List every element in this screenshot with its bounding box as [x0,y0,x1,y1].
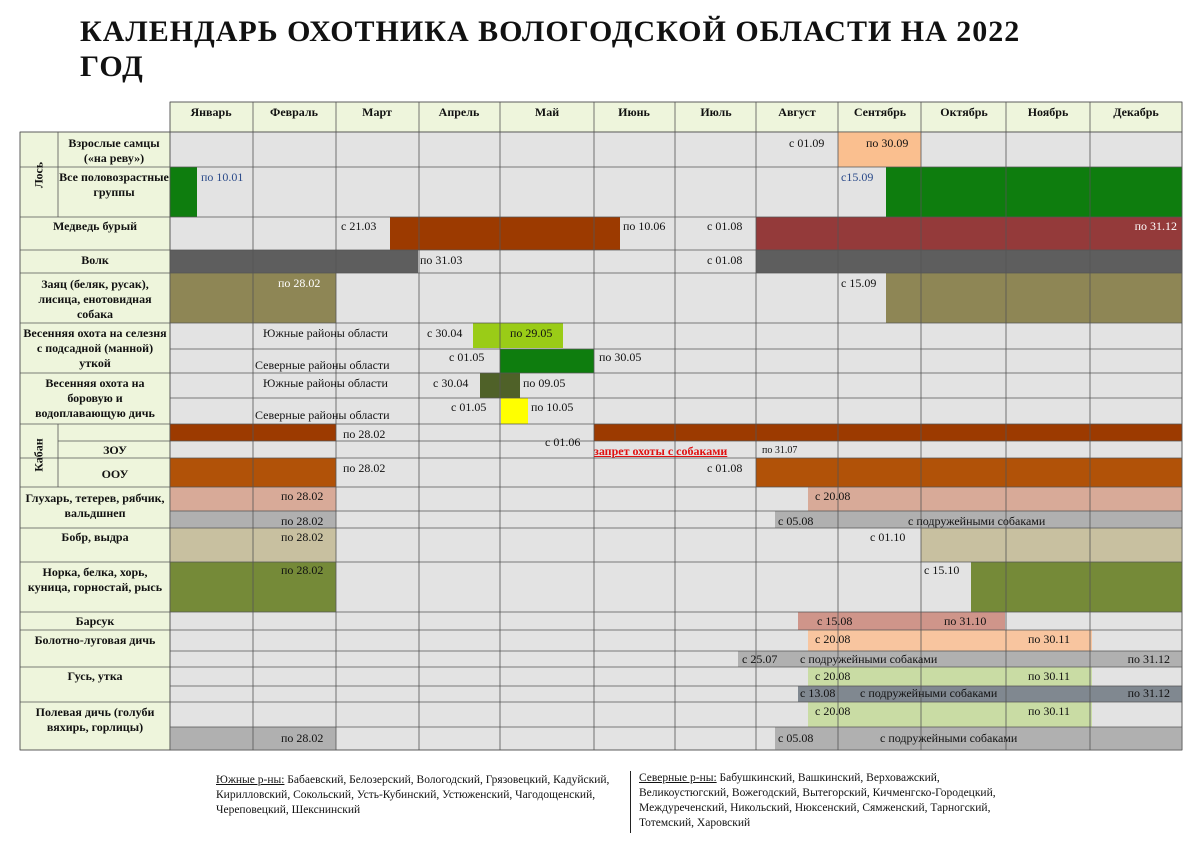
region-label: Северные районы области [255,358,390,372]
season-bar-wolf-autumn [756,250,1182,273]
with-dogs-label: с подружейными собаками [860,686,998,700]
row-label-badger: Барсук [75,614,115,628]
date-label: с 20.08 [815,489,851,503]
date-label: с15.09 [841,170,874,184]
date-label: по 28.02 [281,514,324,528]
date-label: с 20.08 [815,704,851,718]
dog-ban-label: запрет охоты с собаками [594,444,728,458]
month-header: Август [778,105,816,119]
date-label: с 01.06 [545,435,581,449]
footer-north-label: Северные р-ны: [639,772,717,784]
season-bar-wolf-winter [170,250,418,273]
date-label: с 20.08 [815,632,851,646]
date-label: по 28.02 [281,563,324,577]
row-label-spring-drake: Весенняя охота на селезня с подсадной (манной) уткой [23,326,167,370]
footer-south-label: Южные р-ны: [216,774,285,786]
date-label: с 15.08 [817,614,853,628]
date-label: по 30.09 [866,136,909,150]
season-bar-hare-autumn [886,273,1182,323]
date-label: по 28.02 [343,427,386,441]
footer-north-districts [630,771,1029,833]
date-label: по 31.07 [762,445,798,456]
date-label: по 28.02 [343,461,386,475]
row-label-field: Полевая дичь (голуби вяхирь, горлицы) [35,705,155,734]
region-label: Северные районы области [255,408,390,422]
date-label: по 31.12 [1127,686,1170,700]
date-label: с 01.05 [451,400,487,414]
date-label: с 25.07 [742,652,778,666]
date-label: по 28.02 [281,530,324,544]
season-bar-elk-all-autumn [886,167,1182,217]
with-dogs-label: с подружейными собаками [908,514,1046,528]
season-bar-bear-autumn [756,217,1182,250]
group-label-elk: Лось [31,161,46,189]
date-label: по 31.12 [1134,219,1177,233]
row-label-beaver: Бобр, выдра [61,530,129,544]
date-label: по 10.06 [623,219,666,233]
month-header: Март [362,105,392,119]
date-label: с 30.04 [427,326,463,340]
date-label: с 01.08 [707,253,743,267]
month-header: Ноябрь [1027,105,1069,119]
date-label: по 29.05 [510,326,553,340]
footer-south-districts [216,773,621,818]
date-label: с 05.08 [778,514,814,528]
season-bar-spring-upland-north [501,398,528,424]
date-label: по 28.02 [281,489,324,503]
season-bar-boar-zou-autumn [594,424,1182,441]
date-label: с 15.09 [841,276,877,290]
row-label-spring-upland: Весенняя охота на боровую и водоплавающую дичь [35,376,155,420]
date-label: по 30.11 [1028,704,1070,718]
month-header: Июль [700,105,732,119]
row-label-elk-males: Взрослые самцы («на реву») [68,136,160,165]
season-bar-mink-autumn [971,562,1182,612]
row-label-goose: Гусь, утка [67,669,123,683]
date-label: с 05.08 [778,731,814,745]
month-header: Февраль [270,105,318,119]
page-title: КАЛЕНДАРЬ ОХОТНИКА ВОЛОГОДСКОЙ ОБЛАСТИ НА 2022 ГОД [80,15,1021,83]
date-label: по 28.02 [281,731,324,745]
date-label: по 28.02 [278,276,321,290]
month-header: Апрель [438,105,480,119]
row-label-boar-oou: ООУ [101,467,129,481]
date-label: по 30.11 [1028,669,1070,683]
date-label: с 30.04 [433,376,469,390]
month-header: Июнь [618,105,650,119]
season-bar-elk-all-winter [170,167,197,217]
row-label-marsh: Болотно-луговая дичь [34,633,156,647]
date-label: по 09.05 [523,376,566,390]
month-header: Май [534,105,560,119]
date-label: с 01.08 [707,461,743,475]
date-label: с 01.05 [449,350,485,364]
date-label: по 31.03 [420,253,463,267]
footer-south-text: Бабаевский, Белозерский, Вологодский, Грязовецкий, Кадуйский, Кирилловский, Сокольский, Усть-Кубинский, Устюженский, Чагодощенский, Череповецкий, Шекснинский [216,774,610,816]
date-label: по 31.10 [944,614,987,628]
row-label-mink: Норка, белка, хорь, куница, горностай, рысь [27,565,163,594]
date-label: по 30.05 [599,350,642,364]
season-bar-boar-oou-autumn [756,458,1182,487]
season-bar-bear-spring [390,217,620,250]
month-header: Октябрь [940,105,988,119]
row-label-wolf: Волк [81,253,109,267]
season-bar-grouse-autumn [808,487,1182,511]
date-label: с 20.08 [815,669,851,683]
footer-north-text: Бабушкинский, Вашкинский, Верховажский, Великоустюгский, Вожегодский, Вытегорский, Кичменгско-Городецкий, Междуреченский, Никольский, Нюксенский, Сямженский, Тарногский, Тотемский, Харовский [639,772,996,829]
date-label: с 15.10 [924,563,960,577]
with-dogs-label: с подружейными собаками [800,652,938,666]
row-label-bear: Медведь бурый [53,219,137,233]
date-label: с 01.08 [707,219,743,233]
date-label: по 10.05 [531,400,574,414]
row-label-elk-all: Все половозрастные группы [59,170,169,199]
date-label: с 21.03 [341,219,377,233]
date-label: по 10.01 [201,170,244,184]
month-header: Декабрь [1113,105,1159,119]
group-label-boar: Кабан [31,438,46,472]
row-label-grouse: Глухарь, тетерев, рябчик, вальдшнеп [25,491,165,520]
month-header: Сентябрь [853,105,907,119]
region-label: Южные районы области [263,376,388,390]
month-header: Январь [190,105,232,119]
date-label: с 13.08 [800,686,836,700]
season-bar-beaver-autumn [921,528,1182,562]
with-dogs-label: с подружейными собаками [880,731,1018,745]
region-label: Южные районы области [263,326,388,340]
date-label: с 01.10 [870,530,906,544]
date-label: по 30.11 [1028,632,1070,646]
date-label: по 31.12 [1127,652,1170,666]
row-label-boar-zou: ЗОУ [103,443,127,457]
date-label: с 01.09 [789,136,825,150]
row-label-hare: Заяц (беляк, русак), лисица, енотовидная собака [38,277,152,321]
season-bar-spring-drake-north [500,349,594,373]
